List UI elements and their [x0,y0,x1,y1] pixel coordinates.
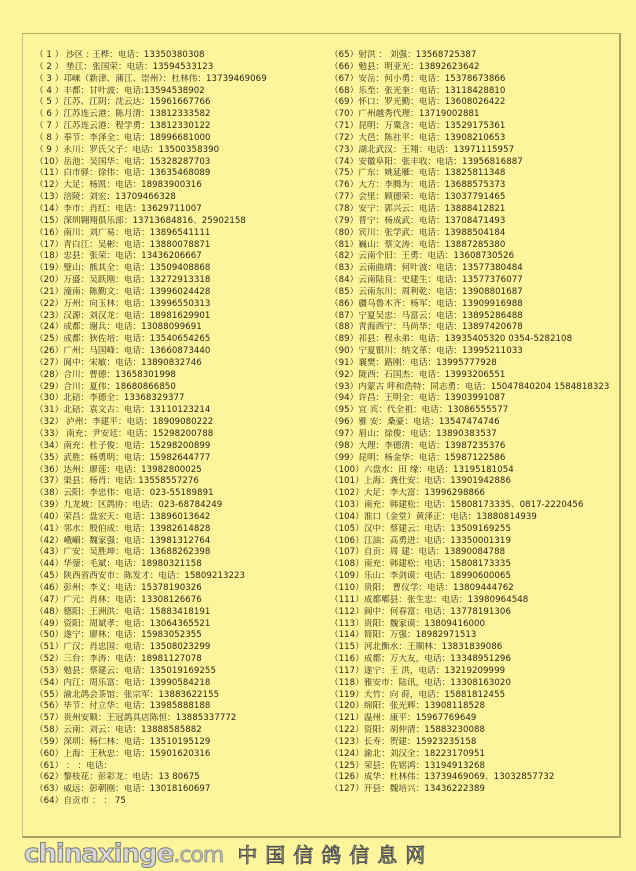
contact-entry: （30）北碚：李德全：13368329377 [35,393,185,404]
contact-entry: （104）淮口（金堂）黄泽正：电话：13880814939 [330,511,537,522]
contact-entry: （75）广东：姚延雁：电话：13825811348 [330,168,506,179]
watermark-domain: chinaxinge [24,838,174,869]
contact-list-right [330,50,620,796]
contact-entry: （102）大足：李大富：13996298866 [330,488,486,499]
contact-entry: （49）资阳：周斌孝：电话：13064365521 [35,618,211,629]
contact-entry: （89）祁县：程永弟：电话：13935405320 0354-5282108 [330,334,573,345]
contact-entry: （79）晋宁：杨成武：电话：13708471493 [330,215,506,226]
contact-entry: （80）宾川：张学武：电话：13988504184 [330,227,506,238]
contact-entry: （10）岳池：吴国华：电话：15328287703 [35,156,211,167]
contact-entry: （ 9 ）永川：罗氏父子：电话：13500358390 [35,144,220,155]
contact-entry: （124）渝北：刘汉全：18223170951 [330,748,486,759]
contact-entry: （82）云南个旧：王勇：电话：13608730526 [330,251,515,262]
contact-entry: （98）大理：李德清：电话：13987235376 [330,440,506,451]
contact-entry: （66）勉县：明亚光：13892623642 [330,61,480,72]
contact-entry: （35）武胜：杨勇明：电话：15982644777 [35,452,211,463]
contact-entry: （118）雅安市：陆讯，电话：13308163020 [330,677,511,688]
contact-entry: （16）南川：刘广易：电话：13896541111 [35,227,211,238]
contact-entry: （19）璧山：熊其全：电话：13509408868 [35,263,211,274]
contact-entry: （24）成都：谢兵：电话：13088099691 [35,322,202,333]
contact-entry: （106）江油：高勇进：电话：13350001319 [330,535,511,546]
contact-entry: （14）李市：肖红：电话：13629711007 [35,203,202,214]
watermark-latin [24,839,223,871]
contact-entry: （47）广元：肖林：电话：13308126676 [35,594,202,605]
contact-entry: （38）云阳：李忠伟：电话：023-55189891 [35,488,214,499]
contact-entry: （101）上海：龚仕安：电话：13901942886 [330,476,511,487]
contact-entry: （28）合川：曹德：13658301998 [35,369,176,380]
contact-entry: （115）河北衡水：王顺林：13831839086 [330,642,503,653]
contact-entry: （95）宜 宾：代全祖：电话：13086555577 [330,405,509,416]
contact-entry: （125）荣县：佐铭鸿：13194913268 [330,760,486,771]
contact-entry: （ 3 ）邛崃（新津、蒲江、崇州）：杜林伟：13739469069 [35,73,267,84]
contact-entry: （22）万州：向玉林：电话：13996550313 [35,298,211,309]
contact-entry: （71）昆明：万粟含：电话：13529175361 [330,121,506,132]
contact-entry: （11）白市驿：徐伟：电话：13635468089 [35,168,211,179]
contact-entry: （99）昆明：杨金华：电话：15987122586 [330,452,506,463]
contact-entry: （97）眉山：徐俊：电话：13890383537 [330,429,497,439]
contact-entry: （92）陇西：石国杰：电话：13993206551 [330,369,506,380]
contact-entry: （117）遂宁：王 洪，电话：13219209999 [330,665,506,676]
contact-entry: （41）邻水：殷伯成：电话：13982614828 [35,523,211,534]
contact-entry: （127）开县：魏培兴：13436222389 [330,784,486,795]
contact-entry: （68）乐至：张光奎：电话：13118428810 [330,85,506,96]
contact-entry: （110）贵阳： 曹仪学：电话：13809444762 [330,582,514,593]
contact-entry: （15）深圳翱翔俱乐部：13713684816、25902158 [35,215,246,226]
contact-entry: （33） 南充：尹安廷：电话：15298200788 [35,429,214,439]
contact-entry: （60）上海：王秋忠：电话：15901620316 [35,748,211,759]
contact-entry: （27）阆中：宋敏：电话：13890832746 [35,357,202,368]
contact-entry: （126）成华：杜林伟：13739469069、13032857732 [330,772,555,783]
contact-entry: （ 4 ）丰都：甘叶波：电话:13594538902 [35,85,205,96]
contact-entry: （29）合川：夏伟：18680866850 [35,381,176,392]
contact-entry: （63）威远：彭朝刚：电话：13018160697 [35,784,211,795]
contact-entry: （114）简阳：万强：18982971513 [330,630,477,641]
contact-entry: （31）北碚：袁文古：电话：13110123214 [35,405,211,416]
contact-entry: （62）黎枝花：彭彩龙：电话：13 80675 [35,772,200,783]
contact-entry: （21）潼南：陈勤文：电话：13996024428 [35,286,211,297]
contact-entry: （50）遂宁：廖林：电话：15983052355 [35,630,202,641]
contact-entry: （57）贵州安顺：王冠鸽具店陈恒：13885337772 [35,713,237,724]
contact-entry: （113）贵阳：魏家谟：13809416000 [330,618,486,629]
contact-entry: （34）南充：杜子俊：电话：15298200899 [35,440,211,451]
contact-entry: （17）青白江：吴彬：电话：13880078871 [35,239,211,250]
contact-entry: （32） 泸州：李建平：电话：18909080222 [35,417,214,428]
contact-entry: （46）彭州：李义：电话：15378190326 [35,582,202,593]
contact-entry: （58）云南：刘云：电话：13888585882 [35,725,202,736]
contact-entry: （70）广州越秀代理：13719002881 [330,109,480,120]
contact-entry: （ 5 ）江苏、江阴：沈云达：15961667766 [35,97,211,108]
contact-entry: （103）南充：韩建松：电话：15808173335、0817-2220456 [330,500,584,511]
contact-entry: （76）大方：李腾为：电话：13688575373 [330,180,506,191]
contact-entry: （13）涪陵：刘宏：13709466328 [35,192,176,203]
contact-entry: （12）大足：杨凯：电话：18983900316 [35,180,202,191]
contact-entry: （96）雅 安：桑豪：电话：13547474746 [330,417,500,428]
contact-entry: （77）会里：顾德荣：电话：13037791465 [330,192,506,203]
contact-entry: （93）内蒙古 呼和浩特：同志勇：电话：15047840204 1584818323 [330,381,610,392]
contact-entry: （54）内江：周乐富：电话：13990584218 [35,677,211,688]
contact-entry: （65）射洪 ： 刘强：13568725387 [330,50,477,60]
contact-entry: （108）南充：韩建松：电话：15808173335 [330,559,511,570]
contact-entry: （91）襄樊：路刚：电话：13995777928 [330,357,497,368]
contact-entry: （116）成都：万大友，电话：13348951296 [330,654,511,665]
contact-entry: （61） ： ：电话： [35,760,113,771]
contact-entry: （78）安宁：郭兴云：电话：13888412821 [330,203,506,214]
contact-entry: （45）陕西省西安市：陈发才：电话：15809213223 [35,571,246,582]
watermark-chinese: 中国信鸽信息网 [237,842,434,867]
contact-entry: （105）汉中：蔡建云：电话：13509169255 [330,523,511,534]
contact-entry: （86）疆乌鲁木齐：杨军：电话：13909916988 [330,298,523,309]
contact-entry: （67）安岳：何小勇：电话：15378673866 [330,73,506,84]
contact-entry: （73）湖北武汉：王翔：电话：13971115957 [330,144,515,155]
contact-entry: （87）宁夏吴忠：马富云：电话：13895286488 [330,310,523,321]
contact-entry: （ 6 ）江苏连云港：陈月清：13812333582 [35,109,211,120]
contact-entry: （112）阆中：何春富：电话：13778191306 [330,606,511,617]
contact-list-frame [22,33,621,838]
contact-entry: （25）成都：狄佐培：电话：13540654265 [35,334,211,345]
contact-entry: （20）万盛：吴跃刚：电话：13272913318 [35,275,211,286]
contact-entry: （55）渝北鸽会茶馆：张宗军：13883622155 [35,689,220,700]
contact-entry: （85）云南东川：周利乾：电话：13908801687 [330,286,523,297]
contact-entry: （53）勉县：蔡建云：电话：135019169255 [35,665,216,676]
contact-entry: （72）大邑：陈社平：电话：13908210653 [330,132,506,143]
contact-entry: （ 2 ） 垫江：张国荣：电话：13594533123 [35,61,214,72]
contact-entry: （37）渠县：杨肖：电话: 13558557276 [35,476,199,487]
contact-entry: （74）安徽阜阳：张丰收：电话：13956816887 [330,156,523,167]
contact-entry: （56）毕节：付立华：电话：13985888188 [35,701,211,712]
contact-entry: （121）温州：康平：15967769649 [330,713,477,724]
contact-entry: （ 8 ）奉节：李泽全：电话：18996681000 [35,132,211,143]
contact-entry: （36）达州：廖莲：电话：13982800025 [35,464,202,475]
contact-entry: （88）青海西宁：马尚华：电话：13897420678 [330,322,523,333]
contact-list-left [35,50,325,808]
contact-entry: （69）怀口：罗光勤：电话：13608026422 [330,97,506,108]
contact-entry: （48）德阳：王洲洪：电话：15883418191 [35,606,211,617]
contact-entry: （122）资阳：胡仲清：15883230088 [330,725,486,736]
contact-entry: （26）广州：马国峰：电话：13660873440 [35,346,211,357]
contact-entry: （84）云南陆良：史建生：电话：13577376077 [330,275,523,286]
watermark-suffix: .com [173,842,224,868]
contact-entry: （ 1 ） 沙区 : 王桦：电话：13350380308 [35,50,205,60]
contact-entry: （94）许昌：王明全：电话：13903991087 [330,393,506,404]
contact-entry: （18）忠县：张荣：电话：13436206667 [35,251,202,262]
contact-entry: （120）绵阳：张光辉：13908118528 [330,701,486,712]
contact-entry: （ 7 ）江苏连云港：程学勇：13812330122 [35,121,211,132]
contact-entry: （90）宁夏银川：纳文革：电话：13995211033 [330,346,523,357]
contact-entry: （40）荣昌：盘宏天：电话：13896013642 [35,511,211,522]
contact-entry: （107）自贡：周 建：电话：13890084788 [330,547,506,558]
contact-entry: （81）巍山：蔡文涛：电话：13887285380 [330,239,506,250]
contact-entry: （100）六盘水：田 缘：电话：13195181054 [330,464,514,475]
contact-entry: （44）华蓥：毛斌：电话：18980321158 [35,559,202,570]
contact-entry: （42）峨嵋：魏家强：电话：13981312764 [35,535,211,546]
contact-entry: （111）成都郫县：张生忠：电话：13980964548 [330,594,529,605]
contact-entry: （43）广安：吴胜坤：电话：13688262398 [35,547,211,558]
contact-entry: （59）深圳：杨仁林：电话：13510195129 [35,736,211,747]
contact-entry: （52）三台：李涛：电话：18981127078 [35,654,202,665]
contact-entry: （123）长寿：贺建：15923235158 [330,736,477,747]
contact-entry: （39）九龙坡：区鸽协：电话：023-68784249 [35,500,223,511]
contact-entry: （109）乐山：李剑谟：电话：18990600065 [330,571,511,582]
contact-entry: （51）广汉：肖忠国：电话：13508023299 [35,642,211,653]
contact-entry: （83）云南曲靖：何叶波：电话：13577380484 [330,263,523,274]
contact-entry: （23）汉源：刘汉龙：电话：18981629901 [35,310,211,321]
contact-entry: （119）大竹：向 莳，电话：15881812455 [330,689,506,700]
contact-entry: （64）自贡市 ： ： 75 [35,796,126,807]
watermark [24,838,624,871]
